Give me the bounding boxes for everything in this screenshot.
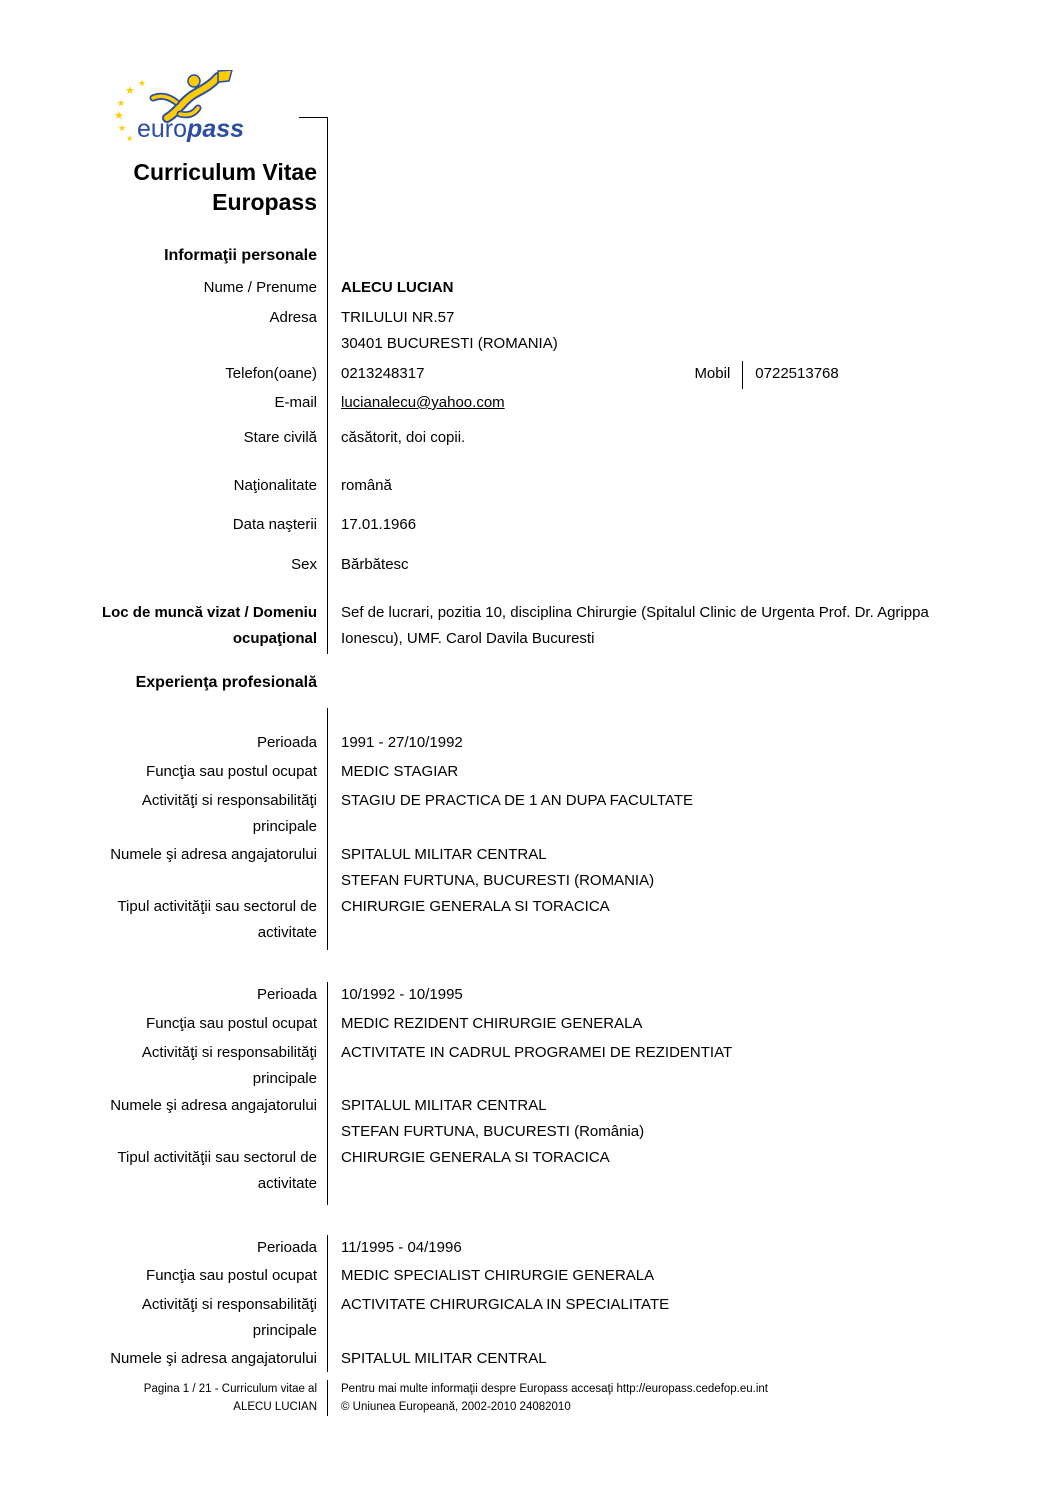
email-link[interactable]: lucianalecu@yahoo.com xyxy=(341,394,505,411)
employer-label: Numele şi adresa angajatorului xyxy=(110,1097,317,1114)
nationality-value: română xyxy=(327,473,1058,512)
row-employer-2 xyxy=(0,1092,1058,1145)
footer-owner: ALECU LUCIAN xyxy=(233,1401,317,1413)
section-gap xyxy=(0,1372,1058,1380)
marital-label: Stare civilă xyxy=(243,429,317,446)
birthdate-value: 17.01.1966 xyxy=(327,512,1058,552)
footer-info-line: Pentru mai multe informaţii despre Europass accesaţi http://europass.cedefop.eu.int xyxy=(341,1383,769,1395)
experience-heading-row xyxy=(0,654,1058,708)
row-position-2 xyxy=(0,1008,1058,1037)
sector-value-1: CHIRURGIE GENERALA SI TORACICA xyxy=(327,894,1058,950)
position-value-1: MEDIC STAGIAR xyxy=(327,756,1058,785)
sector-value-2: CHIRURGIE GENERALA SI TORACICA xyxy=(327,1145,1058,1205)
email-label: E-mail xyxy=(274,394,317,411)
section-gap xyxy=(0,1205,1058,1235)
footer-row xyxy=(0,1380,1058,1416)
activities-label: Activităţi si responsabilităţi principale xyxy=(141,1296,317,1339)
sector-label: Tipul activităţii sau sectorul de activitate xyxy=(117,898,317,941)
address-value xyxy=(327,305,1058,361)
row-period-3 xyxy=(0,1235,1058,1261)
logo-wordmark: europass xyxy=(137,115,245,143)
footer-left xyxy=(0,1380,327,1416)
activities-value-2: ACTIVITATE IN CADRUL PROGRAMEI DE REZIDENTIAT xyxy=(327,1037,1058,1092)
row-activities-2 xyxy=(0,1037,1058,1092)
row-period-1 xyxy=(0,708,1058,756)
document-title xyxy=(0,117,327,217)
mobile-divider xyxy=(742,361,743,389)
title-row-spacer xyxy=(327,117,1058,217)
title-row xyxy=(0,117,1058,217)
job-target-label: Loc de muncă vizat / Domeniu ocupaţional xyxy=(101,604,317,647)
period-label: Perioada xyxy=(256,734,317,751)
period-value-1: 1991 - 27/10/1992 xyxy=(327,708,1058,756)
period-value-3: 11/1995 - 04/1996 xyxy=(327,1235,1058,1261)
star-icon: ★ xyxy=(114,109,124,122)
employer-label: Numele şi adresa angajatorului xyxy=(110,1350,317,1367)
phone-line xyxy=(341,361,1028,389)
row-sex xyxy=(0,552,1058,600)
star-icon: ★ xyxy=(118,124,127,134)
mobile-group xyxy=(694,361,838,389)
marital-value: căsătorit, doi copii. xyxy=(327,425,1058,473)
footer-copyright-line: © Uniunea Europeană, 2002-2010 24082010 xyxy=(341,1401,571,1413)
row-period-2 xyxy=(0,982,1058,1008)
star-icon: ★ xyxy=(117,99,126,109)
section-gap xyxy=(0,950,1058,982)
row-name xyxy=(0,275,1058,305)
position-label: Funcţia sau postul ocupat xyxy=(146,763,317,780)
cv-table xyxy=(0,117,1058,1416)
activities-label: Activităţi si responsabilităţi principale xyxy=(141,1044,317,1087)
name-value: ALECU LUCIAN xyxy=(327,275,1058,305)
address-line2: 30401 BUCURESTI (ROMANIA) xyxy=(341,335,558,352)
star-icon: ★ xyxy=(138,79,147,89)
footer-page-info: Pagina 1 / 21 - Curriculum vitae al xyxy=(143,1383,317,1395)
period-label: Perioada xyxy=(256,986,317,1003)
experience-heading: Experienţa profesională xyxy=(135,674,317,691)
activities-value-1: STAGIU DE PRACTICA DE 1 AN DUPA FACULTATE xyxy=(327,785,1058,840)
sex-value: Bărbătesc xyxy=(327,552,1058,600)
activities-value-3: ACTIVITATE CHIRURGICALA IN SPECIALITATE xyxy=(327,1289,1058,1344)
sector-label: Tipul activităţii sau sectorul de activitate xyxy=(117,1149,317,1192)
employer-value-2: SPITALUL MILITAR CENTRAL STEFAN FURTUNA, BUCURESTI (România) xyxy=(327,1092,1058,1145)
period-label: Perioada xyxy=(256,1239,317,1256)
position-value-3: MEDIC SPECIALIST CHIRURGIE GENERALA xyxy=(327,1261,1058,1289)
row-phone xyxy=(0,361,1058,390)
period-value-2: 10/1992 - 10/1995 xyxy=(327,982,1058,1008)
title-line1: Curriculum Vitae xyxy=(133,159,317,185)
row-employer-3 xyxy=(0,1344,1058,1372)
employer-value-1: SPITALUL MILITAR CENTRAL STEFAN FURTUNA, BUCURESTI (ROMANIA) xyxy=(327,840,1058,894)
row-nationality xyxy=(0,473,1058,512)
row-job-target xyxy=(0,600,1058,654)
row-activities-1 xyxy=(0,785,1058,840)
row-position-3 xyxy=(0,1261,1058,1289)
employer-value-3: SPITALUL MILITAR CENTRAL xyxy=(327,1344,1058,1372)
row-marital-status xyxy=(0,425,1058,473)
row-position-1 xyxy=(0,756,1058,785)
job-target-value: Sef de lucrari, pozitia 10, disciplina Chirurgie (Spitalul Clinic de Urgenta Prof. Dr. Agrippa Ionescu), UMF. Carol Davila Bucuresti xyxy=(341,604,929,647)
position-label: Funcţia sau postul ocupat xyxy=(146,1267,317,1284)
address-line1: TRILULUI NR.57 xyxy=(341,309,455,326)
row-employer-1 xyxy=(0,840,1058,894)
phone-value: 0213248317 xyxy=(341,365,425,382)
employer-label: Numele şi adresa angajatorului xyxy=(110,846,317,863)
nationality-label: Naţionalitate xyxy=(233,477,317,494)
birthdate-label: Data naşterii xyxy=(232,516,317,533)
row-activities-3 xyxy=(0,1289,1058,1344)
position-label: Funcţia sau postul ocupat xyxy=(146,1015,317,1032)
name-label: Nume / Prenume xyxy=(203,279,317,296)
row-sector-2 xyxy=(0,1145,1058,1205)
position-value-2: MEDIC REZIDENT CHIRURGIE GENERALA xyxy=(327,1008,1058,1037)
personal-info-heading-row xyxy=(0,217,1058,275)
address-label: Adresa xyxy=(269,309,317,326)
row-address xyxy=(0,305,1058,361)
personal-info-heading: Informaţii personale xyxy=(164,247,317,264)
footer-right xyxy=(327,1380,1058,1416)
activities-label: Activităţi si responsabilităţi principale xyxy=(141,792,317,835)
row-email xyxy=(0,390,1058,425)
title-line2: Europass xyxy=(212,189,317,215)
sex-label: Sex xyxy=(291,556,317,573)
row-birthdate xyxy=(0,512,1058,552)
leaping-figure-icon xyxy=(153,70,232,118)
phone-label: Telefon(oane) xyxy=(225,365,317,382)
row-sector-1 xyxy=(0,894,1058,950)
star-icon: ★ xyxy=(126,134,134,143)
mobile-label: Mobil xyxy=(694,365,731,382)
mobile-value: 0722513768 xyxy=(755,365,839,382)
star-icon: ★ xyxy=(125,84,135,97)
